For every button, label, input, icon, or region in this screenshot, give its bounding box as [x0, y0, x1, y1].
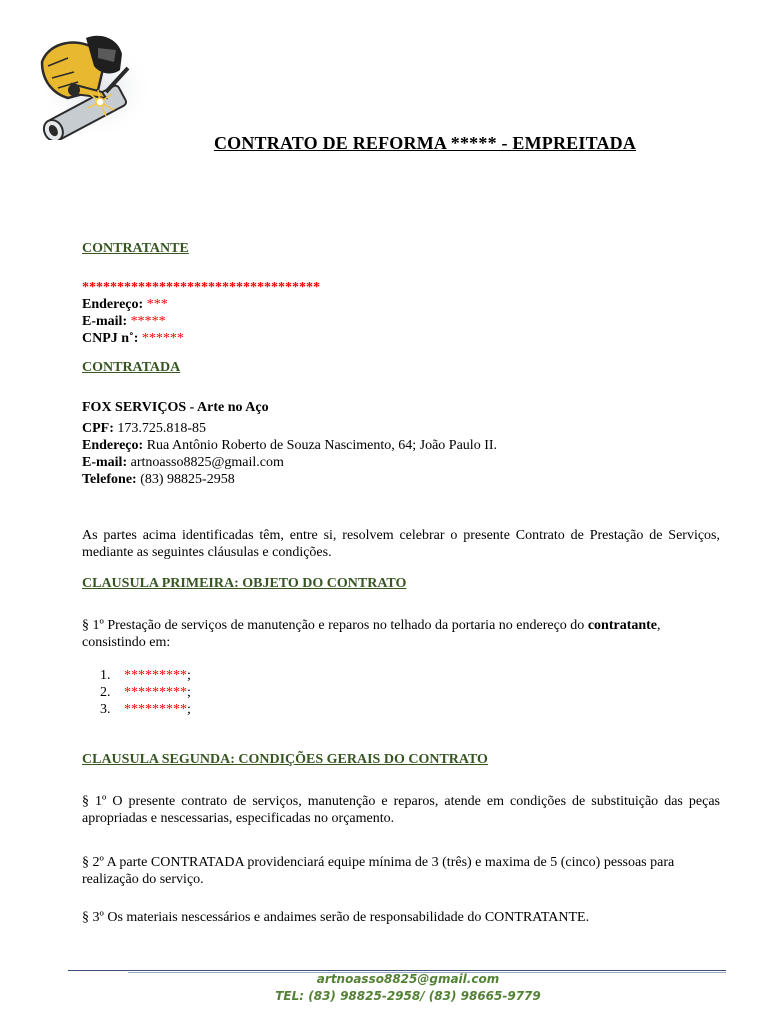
- list-item-value: *********: [124, 685, 187, 700]
- phone-value: (83) 98825-2958: [140, 472, 235, 487]
- phone-label: Telefone:: [82, 472, 137, 487]
- contratante-cnpj: [82, 330, 720, 347]
- contratada-phone: [82, 471, 720, 488]
- list-item-suffix: ;: [187, 668, 191, 683]
- contratante-heading: CONTRATANTE: [82, 241, 189, 256]
- contratante-address: [82, 296, 720, 313]
- list-item-suffix: ;: [187, 702, 191, 717]
- contratada-block: [82, 399, 720, 488]
- contratante-email: [82, 313, 720, 330]
- list-item-value: *********: [124, 668, 187, 683]
- paragraph-bold: contratante: [587, 618, 658, 633]
- address-value: Rua Antônio Roberto de Souza Nascimento, 64; João Paulo II.: [146, 438, 498, 453]
- cpf-value: 173.725.818-85: [117, 421, 207, 436]
- email-label: E-mail:: [82, 455, 128, 470]
- paragraph-end: , consistindo em:: [82, 618, 661, 650]
- clausula-segunda-p1: § 1º O presente contrato de serviços, manutenção e reparos, atende em condições de substituição das peças apropriadas e nescessarias, especificadas no orçamento.: [82, 794, 720, 826]
- address-label: Endereço:: [82, 297, 144, 312]
- cpf-label: CPF:: [82, 421, 114, 436]
- list-item: [100, 684, 191, 701]
- contratada-company: FOX SERVIÇOS - Arte no Aço: [82, 400, 269, 415]
- service-list: [100, 667, 191, 718]
- list-item-suffix: ;: [187, 685, 191, 700]
- document-title: CONTRATO DE REFORMA ***** - EMPREITADA: [213, 133, 637, 153]
- address-value: ***: [146, 297, 168, 312]
- contratante-name: **********************************: [82, 280, 320, 295]
- clausula-segunda-p2: § 2º A parte CONTRATADA providenciará equipe mínima de 3 (três) e maxima de 5 (cinco) pessoas para realização do serviço.: [82, 855, 675, 887]
- footer-phone: TEL: (83) 98825-2958/ (83) 98665-9779: [275, 989, 541, 1003]
- list-item-value: *********: [124, 702, 187, 717]
- paragraph-text: § 1º Prestação de serviços de manutenção e reparos no telhado da portaria no endereço do: [82, 618, 588, 633]
- email-label: E-mail:: [82, 314, 128, 329]
- list-item-number: 2.: [100, 685, 111, 700]
- cnpj-value: ******: [141, 331, 184, 346]
- cnpj-label: CNPJ n˚:: [82, 331, 139, 346]
- email-value: artnoasso8825@gmail.com: [130, 455, 284, 470]
- clausula-primeira-paragraph: [82, 617, 720, 651]
- contratada-heading: CONTRATADA: [82, 360, 181, 375]
- footer-email: artnoasso8825@gmail.com: [316, 972, 500, 986]
- list-item-number: 1.: [100, 668, 111, 683]
- list-item: [100, 667, 191, 684]
- contratante-block: [82, 279, 720, 347]
- footer-divider: [68, 970, 726, 971]
- clausula-segunda-p3: § 3º Os materiais nescessários e andaimes serão de responsabilidade do CONTRATANTE.: [82, 910, 590, 925]
- welder-logo-icon: [28, 28, 150, 140]
- clausula-segunda-heading: CLAUSULA SEGUNDA: CONDIÇÕES GERAIS DO CONTRATO: [82, 752, 488, 767]
- contratada-cpf: [82, 420, 720, 437]
- email-value: *****: [130, 314, 166, 329]
- list-item: [100, 701, 191, 718]
- list-item-number: 3.: [100, 702, 111, 717]
- contratada-address: [82, 437, 720, 454]
- contratada-email: [82, 454, 720, 471]
- intro-paragraph: As partes acima identificadas têm, entre si, resolvem celebrar o presente Contrato de Prestação de Serviços, mediante as seguintes cláusulas e condições.: [82, 528, 720, 560]
- clausula-primeira-heading: CLAUSULA PRIMEIRA: OBJETO DO CONTRATO: [82, 576, 407, 591]
- address-label: Endereço:: [82, 438, 144, 453]
